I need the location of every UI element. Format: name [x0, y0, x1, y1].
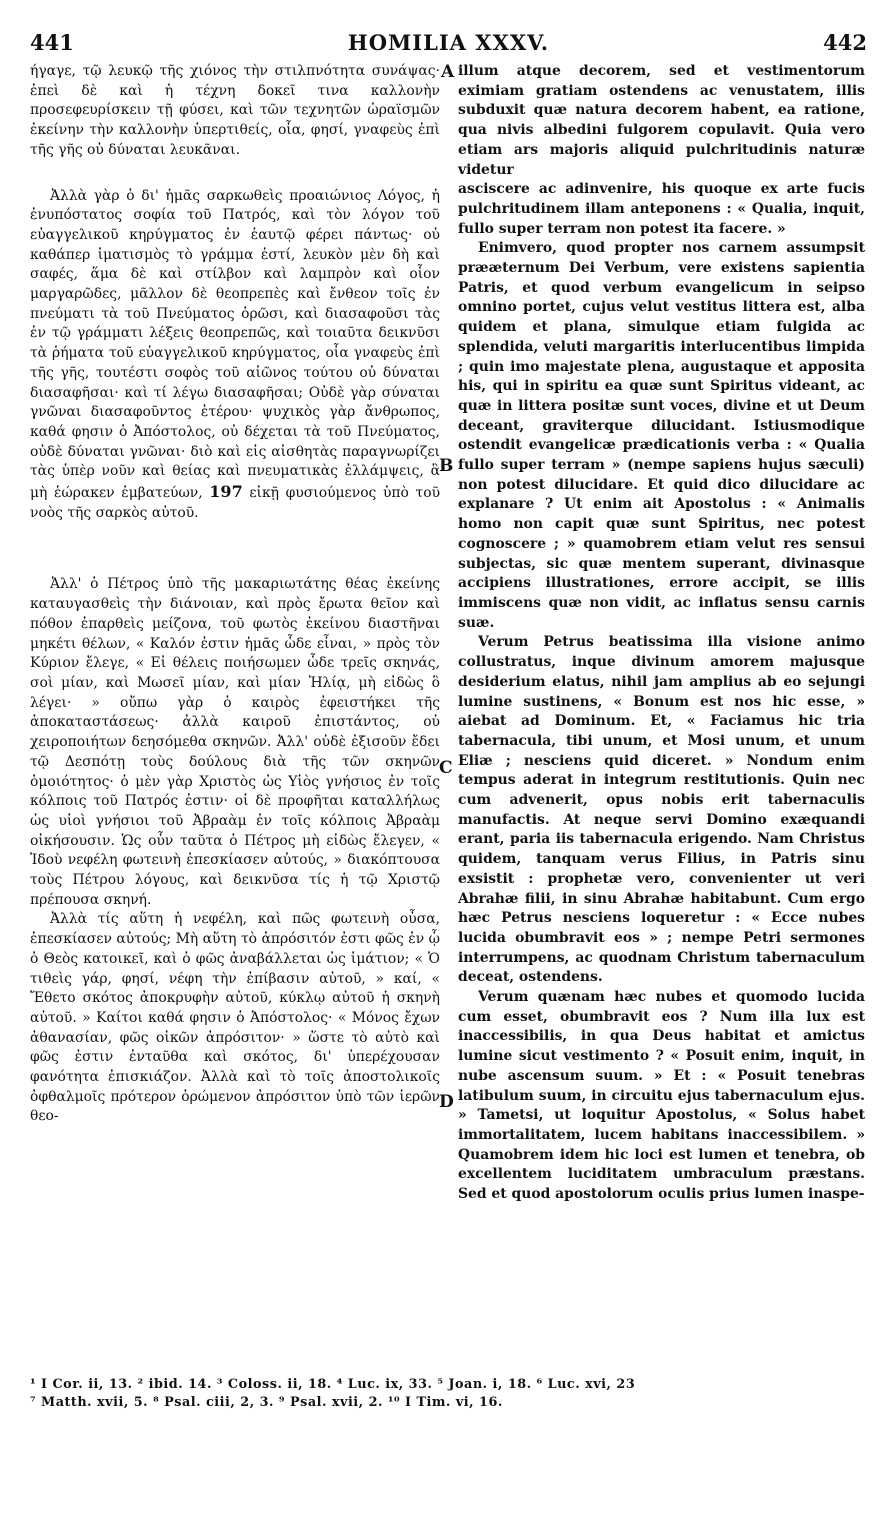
page-mark-197: 197	[209, 482, 243, 502]
greek-paragraph-3: Ἀλλ' ὁ Πέτρος ὑπὸ τῆς μακαριωτάτης θέας ἐκείνης καταυγασθεὶς τὴν διάνοιαν, καὶ πρὸς ἔρωτα θεῖον καὶ πόθον ἐπαρθεὶς μείζονα, τοῦ φωτὸς ἐκείνου διαστῆναι μηκέτι θέλων, « Καλόν ἐστιν ἡμᾶς ὧδε εἶναι, » πρὸς τὸν Κύριον ἔλεγε, « Εἰ θέλεις ποιήσωμεν ὧδε τρεῖς σκηνάς, σοὶ μίαν, καὶ Μωσεῖ μίαν, καὶ μίαν Ἠλίᾳ, μὴ εἰδὼς ὃ λέγει· » οὔπω γὰρ ὁ καιρὸς ἐφειστήκει τῆς ἀποκαταστάσεως· ἀλλὰ καιροῦ ἐπιστάντος, οὐ χειροποιήτων δεησόμεθα σκηνῶν. Ἀλλ' οὐδὲ ἐξισοῦν ἔδει τῷ Δεσπότῃ τοὺς δούλους διὰ τῆς τῶν σκηνῶν ὁμοιότητος· ὁ μὲν γὰρ Χριστὸς ὡς Υἱὸς γνήσιος ἐν τοῖς κόλποις τοῦ Πατρός ἐστιν· οἱ δὲ προφῆται καταλλήλως ὡς υἱοὶ γνήσιοι τοῦ Ἀβραὰμ ἐν τοῖς κόλποις Ἀβραὰμ οἰκήσουσιν. Ὡς οὖν ταῦτα ὁ Πέτρος μὴ εἰδὼς ἔλεγεν, « Ἰδοὺ νεφέλη φωτεινὴ ἐπεσκίασεν αὐτούς, » διακόπτουσα τοὺς Πέτρου λόγους, καὶ δεικνῦσα τίς ἡ τῷ Χριστῷ πρέπουσα σκηνή.	[30, 576, 440, 908]
footnote-line-1: ¹ I Cor. ii, 13. ² ibid. 14. ³ Coloss. ii, 18. ⁴ Luc. ix, 33. ⁵ Joan. i, 18. ⁶ Luc. xvi, 23	[30, 1377, 636, 1392]
greek-column	[30, 62, 440, 1127]
greek-paragraph-2-end: εἰκῇ φυσιούμενος ὑπὸ τοῦ νοὸς τῆς σαρκὸς αὐτοῦ.	[30, 485, 441, 521]
footnote-line-2: ⁷ Matth. xvii, 5. ⁸ Psal. ciii, 2, 3. ⁹ Psal. xvii, 2. ¹⁰ I Tim. vi, 16.	[30, 1395, 503, 1410]
greek-paragraph-2-text: Ἀλλὰ γὰρ ὁ δι' ἡμᾶς σαρκωθεὶς προαιώνιος Λόγος, ἡ ἐνυπόστατος σοφία τοῦ Πατρός, καὶ τὸν λόγον τοῦ εὐαγγελικοῦ κηρύγματος ἐν ἑαυτῷ φέρει πάντως· οὐ καθάπερ ἱματισμὸς τὸ γράμμα ἐστί, λευκὸν μὲν δὴ καὶ σαφές, ἅμα δὲ καὶ στίλβον καὶ λαμπρὸν καὶ οἷον μαργαρῶδες, μᾶλλον δὲ θεοπρεπὲς καὶ ἔνθεον τοῖς ἐν πνεύματι τὰ τοῦ Πνεύματος ὁρῶσι, καὶ διασαφοῦσι τὰς ἐν τῷ γράμματι λέξεις θεοπρεπῶς, καὶ τοιαῦτα δεικνῦσι τὰ ῥήματα τοῦ εὐαγγελικοῦ κηρύγματος, οἷα γναφεὺς ἐπὶ τῆς γῆς, τουτέστι σοφὸς τοῦ αἰῶνος τούτου οὐ δύναται διασαφῆσαι· καὶ τί λέγω διασαφῆσαι; Οὐδὲ γὰρ σύναται γνῶναι διασαφοῦντος ἑτέρου· ψυχικὸς γὰρ ἄνθρωπος, καθά φησιν ὁ Ἀπόστολος, οὐ δέχεται τὰ τοῦ Πνεύματος, οὐδὲ δύναται γνῶναι· διὸ καὶ εἰς αἰσθητὰς παραγνωρίζει τὰς ὑπὲρ νοῦν καὶ θείας καὶ πνευματικὰς ἐλλάμψεις, ἃ μὴ ἑώρακεν ἐμβατεύων,	[30, 187, 440, 502]
margin-marker-d: D	[439, 1092, 454, 1112]
footnotes	[30, 1376, 867, 1412]
margin-marker-b: B	[439, 456, 454, 476]
greek-paragraph-1: ήγαγε, τῷ λευκῷ τῆς χιόνος τὴν στιλπνότητα συνάψας· ἐπεὶ δὲ καὶ ἡ τέχνη δοκεῖ τινα καλλονὴν προσεφευρίσκειν τῇ φύσει, καὶ τῶν τεχνητῶν ὡραϊσμῶν ἐκείνην τὴν καλλονὴν ὑπερτιθείς, οἷα, φησί, γναφεὺς ἐπὶ τῆς γῆς οὐ δύναται λευκᾶναι.	[30, 63, 440, 158]
greek-paragraph-4: Ἀλλὰ τίς αὕτη ἡ νεφέλη, καὶ πῶς φωτεινὴ οὖσα, ἐπεσκίασεν αὐτούς; Μὴ αὕτη τὸ ἀπρόσιτόν ἐστι φῶς ἐν ᾧ ὁ Θεὸς κατοικεῖ, καὶ ὁ φῶς ἀναβάλλεται ὡς ἱμάτιον; « Ὁ τιθεὶς γάρ, φησί, νέφη τὴν ἐπίβασιν αὐτοῦ, » καί, « Ἔθετο σκότος ἀποκρυφὴν αὐτοῦ, κύκλῳ αὐτοῦ ἡ σκηνὴ αὐτοῦ. » Καίτοι καθά φησιν ὁ Ἀπόστολος· « Μόνος ἔχων ἀθανασίαν, φῶς οἰκῶν ἀπρόσιτον· » ὥστε τὸ αὐτὸ καὶ φῶς ἐστιν ἐνταῦθα καὶ σκότος, δι' ὑπερέχουσαν φανότητα ἐπισκιάζον. Ἀλλὰ καὶ τὸ τοῖς ἀποστολικοῖς ὀφθαλμοῖς πρότερον ὁρώμενον ἀπρόσιτον ὑπὸ τῶν ἱερῶν θεο-	[30, 911, 440, 1125]
latin-paragraph-4: Verum quænam hæc nubes et quomodo lucida cum esset, obumbravit eos ? Num illa lux est inaccessibilis, in qua Deus habitat et amictus lumine sicut vestimento ? « Posuit enim, inquit, in nube ascensum suum. » Et : « Posuit tenebras latibulum suum, in circuitu ejus tabernaculum ejus. » Tametsi, ut loquitur Apostolus, « Solus habet immortalitatem, lucem habitans inaccessibilem. » Quamobrem idem hic loci est lumen et tenebra, ob excellentem luciditatem umbraculum præstans. Sed et quod apostolorum oculis prius lumen inaspe-	[458, 989, 865, 1203]
latin-paragraph-3: Verum Petrus beatissima illa visione animo collustratus, inque divinum amorem majusque desiderium elatus, nihil jam amplius ab eo sejungi lumine sustinens, « Bonum est nos hic esse, » aiebat ad Dominum. Et, « Faciamus hic tria tabernacula, tibi unum, et Mosi unum, et unum Eliæ ; nesciens quid diceret. » Nondum enim tempus aderat in integrum restitutionis. Quin nec cum advenerit, opus nobis erit tabernaculis manufactis. At neque servi Domino exæquandi erant, paria iis tabernacula erigendo. Nam Christus quidem, tanquam verus Filius, in Patris sinu exsistit : prophetæ vero, convenienter ut veri Abrahæ filii, in sinu Abrahæ habitabunt. Cum ergo hæc Petrus nesciens loqueretur : « Ecce nubes lucida obumbravit eos » ; nempe Petri sermones interrumpens, ac quodnam Christum tabernaculum deceat, ostendens.	[458, 634, 865, 986]
page-number-right: 442	[823, 30, 867, 55]
latin-paragraph-2: Enimvero, quod propter nos carnem assumpsit prææternum Dei Verbum, vere existens sapientia Patris, et quod verbum evangelicum in seipso omnino portet, cujus velut vestitus littera est, alba quidem et plana, simulque etiam fulgida ac splendida, veluti margaritis interlucentibus limpida ; quin imo majestate plena, augustaque et apposita his, qui in spiritu ea quæ sunt Spiritus videant, ac quæ in littera positæ sunt voces, divine et ut Deum deceant, graviterque dilucidant. Istiusmodique ostendit evangelicæ prædicationis verba : « Qualia fullo super terram » (nempe sapiens hujus sæculi) non potest dilucidare. Et quid dico dilucidare ac explanare ? Ut enim ait Apostolus : « Animalis homo non capit quæ sunt Spiritus, nec potest cognoscere ; » quamobrem etiam velut res sensui subjectas, sic quæ mentem superant, divinasque accipiens illustrationes, errore accipit, se illis immiscens quæ non vidit, ac inflatus sensu carnis suæ.	[458, 240, 865, 631]
latin-column	[458, 62, 865, 1205]
latin-paragraph-1: illum atque decorem, sed et vestimentorum eximiam gratiam ostendens ac venustatem, illis subduxit quæ natura decorem habent, ea ratione, qua nivis albedini fulgorem copulavit. Quia vero etiam ars majoris aliquid pulchritudinis naturæ videtur	[458, 63, 865, 178]
running-title: HOMILIA XXXV.	[347, 30, 550, 55]
latin-paragraph-1-continuation: asciscere ac adinvenire, his quoque ex arte fucis pulchritudinem illam anteponens : « Qualia, inquit, fullo super terram non potest ita facere. »	[458, 181, 865, 237]
margin-marker-a: A	[441, 62, 455, 82]
page-number-left: 441	[30, 30, 74, 55]
margin-marker-c: C	[439, 758, 453, 778]
greek-paragraph-2	[30, 187, 440, 524]
page-header	[30, 30, 867, 58]
